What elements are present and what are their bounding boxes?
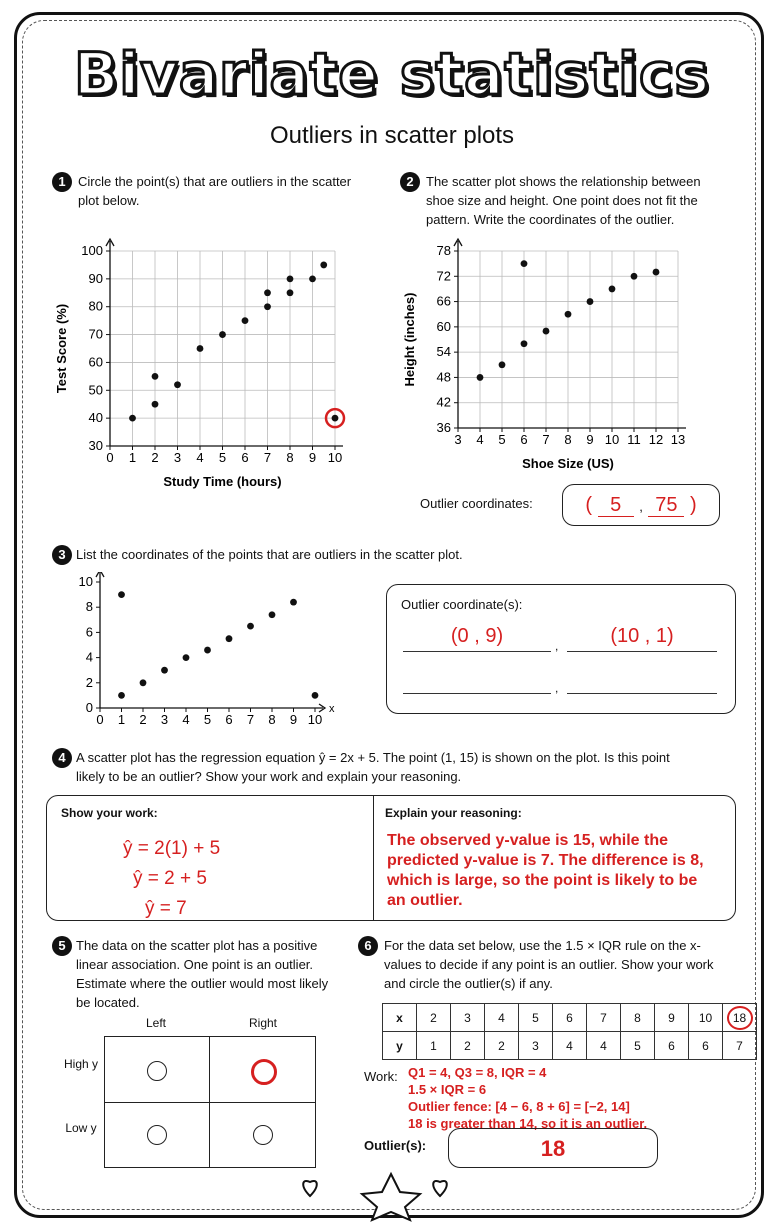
table-cell: 4	[485, 1004, 519, 1032]
table-cell: 2	[417, 1004, 451, 1032]
data-point	[219, 331, 226, 338]
table-cell: 6	[553, 1004, 587, 1032]
y-tick-label: 50	[88, 382, 103, 398]
heart-icon	[303, 1181, 317, 1196]
table-cell: 1	[417, 1032, 451, 1060]
y-tick-label: 42	[436, 394, 451, 410]
option-low-right-radio[interactable]	[253, 1125, 273, 1145]
table-cell: 2	[451, 1032, 485, 1060]
row-label: y	[383, 1032, 417, 1060]
scatter-plot-q3[interactable]	[72, 572, 352, 734]
data-point	[653, 269, 660, 276]
table-cell: 3	[451, 1004, 485, 1032]
x-tick-label: 6	[241, 450, 249, 465]
option-high-right-radio-selected[interactable]	[251, 1059, 277, 1085]
location-grid	[104, 1036, 316, 1168]
q6-work-lines	[408, 1064, 647, 1132]
row-low-label: Low y	[65, 1121, 97, 1135]
x-tick-label: 5	[498, 432, 506, 447]
outlier-coordinates-label: Outlier coordinates:	[420, 496, 533, 511]
x-tick-label: 0	[96, 712, 104, 727]
reason-label: Explain your reasoning:	[385, 806, 522, 820]
question-5	[52, 936, 342, 1012]
table-cell: 5	[621, 1032, 655, 1060]
data-point	[129, 415, 136, 422]
data-point	[312, 692, 319, 699]
x-tick-label: 4	[182, 712, 190, 727]
x-tick-label: 7	[263, 450, 272, 465]
data-point	[521, 340, 528, 347]
table-cell: 10	[689, 1004, 723, 1032]
table-cell: 8	[621, 1004, 655, 1032]
data-point	[242, 317, 249, 324]
question-number: 2	[400, 172, 420, 192]
y-axis-label: Test Score (%)	[54, 303, 69, 394]
table-row-x	[383, 1004, 757, 1032]
table-cell: 7	[723, 1032, 757, 1060]
y-tick-label: 40	[88, 410, 103, 426]
data-point	[609, 286, 616, 293]
circled-value: 18	[727, 1006, 753, 1030]
x-tick-label: 8	[268, 712, 276, 727]
y-tick-label: 78	[436, 243, 451, 258]
question-number: 6	[358, 936, 378, 956]
x-tick-label: 3	[454, 432, 462, 447]
x-tick-label: 5	[203, 712, 212, 727]
table-cell: 2	[485, 1032, 519, 1060]
column-right-label: Right	[248, 1016, 277, 1030]
y-tick-label: 60	[436, 318, 451, 334]
y-tick-label: 70	[88, 326, 103, 342]
y-tick-label: 36	[436, 420, 451, 435]
close-paren: )	[689, 494, 697, 516]
data-point	[543, 328, 550, 335]
y-tick-label: 72	[436, 268, 451, 284]
x-tick-label: 2	[139, 712, 147, 727]
data-point	[226, 635, 233, 642]
work-label: Show your work:	[61, 806, 158, 820]
question-text: List the coordinates of the points that are outliers in the scatter plot.	[76, 547, 463, 562]
work-line: Q1 = 4, Q3 = 8, IQR = 4	[408, 1065, 547, 1080]
data-point	[183, 654, 190, 661]
y-tick-label: 8	[85, 599, 93, 615]
question-4	[52, 748, 692, 786]
table-cell: 4	[587, 1032, 621, 1060]
comma: ,	[639, 499, 643, 514]
x-tick-label: 10	[327, 450, 343, 465]
y-tick-label: 80	[88, 298, 103, 314]
x-tick-label: 8	[286, 450, 294, 465]
y-tick-label: 54	[436, 344, 451, 360]
question-text: The scatter plot shows the relationship between shoe size and height. One point does not fit the pattern. Write the coordinates of the outlier.	[426, 174, 701, 227]
x-tick-label: 9	[308, 450, 317, 465]
data-point	[152, 373, 159, 380]
x-tick-label: 6	[225, 712, 233, 727]
work-line: Outlier fence: [4 − 6, 8 + 6] = [−2, 14]	[408, 1099, 630, 1114]
data-point	[287, 289, 294, 296]
x-tick-label: 6	[520, 432, 528, 447]
x-tick-label: 13	[670, 432, 686, 447]
question-text: A scatter plot has the regression equation ŷ = 2x + 5. The point (1, 15) is shown on the plot. Is this point likely to be an outlier? Show your work and explain your reasoning.	[76, 750, 670, 784]
question-number: 3	[52, 545, 72, 565]
outlier-answer-box	[386, 584, 736, 714]
column-left-label: Left	[145, 1016, 166, 1030]
data-point	[521, 260, 528, 267]
grid-divider	[105, 1102, 315, 1103]
y-tick-label: 60	[88, 354, 103, 370]
data-point	[499, 361, 506, 368]
y-axis-label: Height (inches)	[402, 292, 417, 387]
table-cell-circled[interactable]	[723, 1004, 757, 1032]
x-axis-label: x	[329, 703, 335, 715]
work-line: ŷ = 2 + 5	[133, 868, 207, 889]
data-point	[118, 591, 125, 598]
data-point	[631, 273, 638, 280]
work-line: 18 is greater than 14, so it is an outlier.	[408, 1116, 648, 1131]
data-point	[264, 289, 271, 296]
question-text: The data on the scatter plot has a positive linear association. One point is an outlier. Estimate where the outlier would most likely be located.	[76, 938, 329, 1010]
data-point	[264, 303, 271, 310]
x-tick-label: 10	[604, 432, 620, 447]
table-cell: 5	[519, 1004, 553, 1032]
divider	[373, 796, 374, 920]
data-point	[204, 647, 211, 654]
x-tick-label: 4	[196, 450, 204, 465]
outlier-coordinates-answer[interactable]	[562, 484, 720, 526]
q4-work-box	[46, 795, 736, 921]
data-point	[290, 599, 297, 606]
y-tick-label: 66	[436, 293, 451, 309]
table-cell: 7	[587, 1004, 621, 1032]
question-number: 1	[52, 172, 72, 192]
data-point	[118, 692, 125, 699]
x-tick-label: 7	[542, 432, 550, 447]
x-tick-label: 9	[586, 432, 594, 447]
answer-line-2[interactable]: (10 , 1)	[567, 625, 717, 652]
question-number: 5	[52, 936, 72, 956]
x-tick-label: 0	[106, 450, 114, 465]
row-label: x	[383, 1004, 417, 1032]
option-high-left-radio[interactable]	[147, 1061, 167, 1081]
scatter-plot-study-time[interactable]	[52, 235, 362, 500]
page-title: Bivariate statistics	[74, 40, 710, 108]
data-point	[287, 275, 294, 282]
table-cell: 4	[553, 1032, 587, 1060]
answer-x: 5	[598, 494, 634, 517]
data-point	[565, 311, 572, 318]
scatter-plot-shoe-size[interactable]	[400, 235, 700, 480]
footer-decoration	[296, 1170, 486, 1222]
data-point	[140, 679, 147, 686]
page-subtitle: Outliers in scatter plots	[269, 122, 515, 149]
data-point	[152, 401, 159, 408]
table-cell: 3	[519, 1032, 553, 1060]
star-icon	[362, 1174, 420, 1220]
open-paren: (	[585, 494, 593, 516]
x-tick-label: 5	[218, 450, 227, 465]
table-cell: 9	[655, 1004, 689, 1032]
work-label: Work:	[364, 1069, 398, 1084]
data-point	[174, 381, 181, 388]
question-3	[52, 545, 732, 564]
x-tick-label: 3	[160, 712, 169, 727]
x-tick-label: 1	[128, 450, 137, 465]
question-number: 4	[52, 748, 72, 768]
answer-line-4[interactable]	[567, 671, 717, 694]
y-tick-label: 0	[85, 700, 93, 715]
data-table	[382, 1003, 757, 1060]
question-1	[52, 172, 352, 210]
work-line: ŷ = 2(1) + 5	[123, 838, 221, 859]
data-point	[587, 298, 594, 305]
row-high-label: High y	[63, 1057, 98, 1071]
y-tick-label: 100	[81, 243, 103, 258]
reason-text: The observed y-value is 15, while the predicted y-value is 7. The difference is 8, which is large, so the point is likely to be an outlier.	[387, 832, 704, 909]
data-point	[247, 623, 254, 630]
x-tick-label: 12	[648, 432, 664, 447]
answer-line-3[interactable]	[403, 671, 551, 694]
question-2	[400, 172, 730, 229]
y-tick-label: 90	[88, 270, 103, 286]
data-point	[161, 667, 168, 674]
x-axis-label: Study Time (hours)	[163, 474, 282, 489]
y-tick-label: 2	[85, 674, 93, 690]
x-axis-label: Shoe Size (US)	[522, 456, 614, 471]
data-point	[320, 262, 327, 269]
x-tick-label: 7	[246, 712, 255, 727]
data-point	[477, 374, 484, 381]
x-tick-label: 4	[476, 432, 484, 447]
data-point	[309, 275, 316, 282]
x-tick-label: 10	[307, 712, 323, 727]
option-low-left-radio[interactable]	[147, 1125, 167, 1145]
question-text: For the data set below, use the 1.5 × IQR rule on the x-values to decide if any point is an outlier. Show your work and circle the outlier(s) if any.	[384, 938, 714, 991]
table-cell: 6	[689, 1032, 723, 1060]
comma: ,	[555, 639, 559, 653]
outlier-label: Outlier(s):	[364, 1138, 427, 1153]
data-point	[197, 345, 204, 352]
table-cell: 6	[655, 1032, 689, 1060]
box-label: Outlier coordinate(s):	[401, 597, 523, 612]
data-point	[332, 415, 339, 422]
comma: ,	[555, 681, 559, 695]
work-line: ŷ = 7	[145, 898, 187, 919]
answer-y: 75	[648, 494, 684, 517]
work-line: 1.5 × IQR = 6	[408, 1082, 487, 1097]
y-tick-label: 48	[436, 369, 451, 385]
question-6	[358, 936, 728, 993]
x-tick-label: 3	[173, 450, 182, 465]
heart-icon	[433, 1181, 447, 1196]
y-tick-label: 30	[88, 438, 103, 453]
x-tick-label: 11	[627, 432, 641, 447]
x-tick-label: 8	[564, 432, 572, 447]
table-row-y	[383, 1032, 757, 1060]
question-text: Circle the point(s) that are outliers in the scatter plot below.	[78, 174, 352, 208]
x-tick-label: 9	[289, 712, 298, 727]
answer-line-1[interactable]: (0 , 9)	[403, 625, 551, 652]
y-tick-label: 4	[85, 649, 93, 665]
data-point	[269, 611, 276, 618]
outlier-answer[interactable]: 18	[448, 1128, 658, 1168]
y-tick-label: 6	[85, 624, 93, 640]
y-tick-label: 10	[78, 574, 93, 589]
work-lines	[123, 834, 220, 924]
x-tick-label: 1	[117, 712, 126, 727]
x-tick-label: 2	[151, 450, 159, 465]
